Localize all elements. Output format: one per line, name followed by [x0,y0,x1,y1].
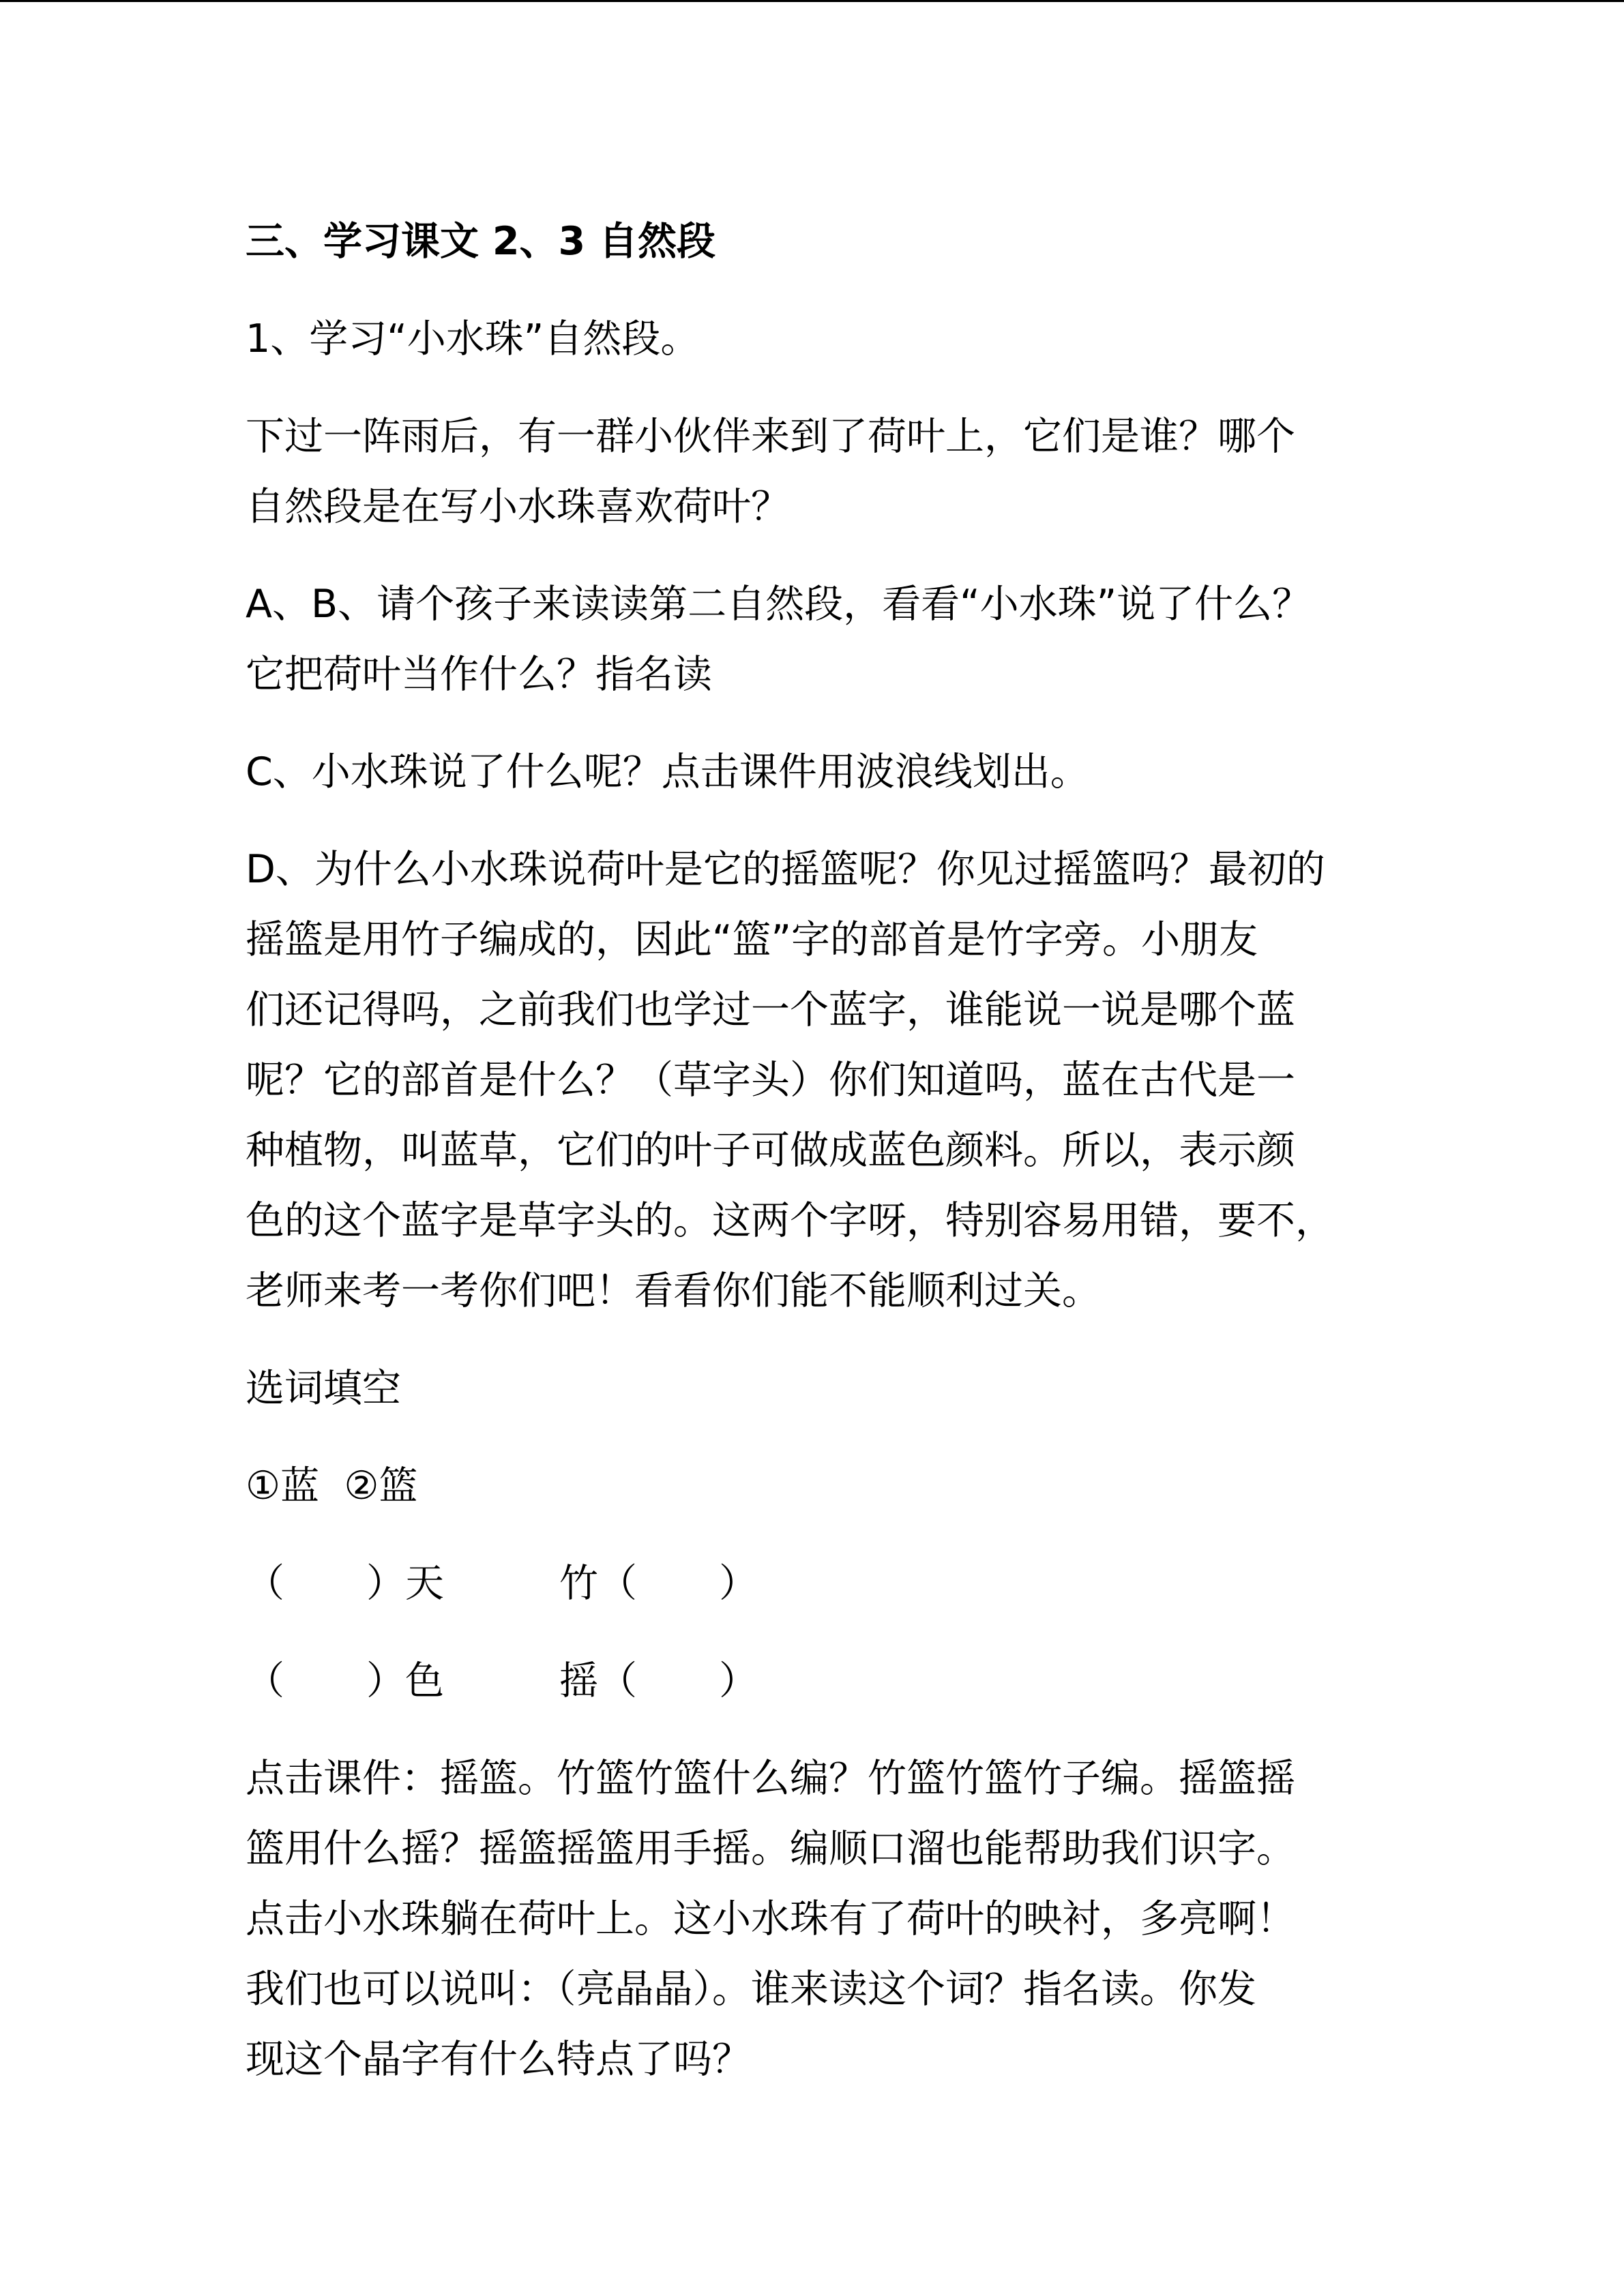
d-line: 呢？它的部首是什么？（草字头）你们知道吗，蓝在古代是一 [246,1058,1295,1103]
fill-blank-left [246,1549,444,1619]
close-paren: ） [719,1561,758,1606]
final-line: 现这个晶字有什么特点了吗？ [246,2037,751,2082]
fill-blank-row [246,1646,1405,1716]
exercise-title: 选词填空 [246,1366,401,1411]
close-paren-word: ）天 [366,1561,444,1606]
d-line: 色的这个蓝字是草字头的。这两个字呀，特别容易用错，要不， [246,1198,1334,1243]
intro-line: 自然段是在写小水珠喜欢荷叶？ [246,484,790,529]
d-paragraph [246,835,1405,1326]
section-heading: 三、学习课文 2、3 自然段 [246,219,716,264]
d-line: 们还记得吗，之前我们也学过一个蓝字，谁能说一说是哪个蓝 [246,987,1295,1032]
intro-paragraph [246,402,1405,542]
d-line: 老师来考一考你们吧！看看你们能不能顺利过关。 [246,1268,1101,1313]
fill-blank-right [559,1549,758,1619]
close-paren-word: ）色 [366,1658,444,1703]
close-paren: ） [719,1658,758,1703]
fill-blank-right [559,1646,758,1716]
d-line: 种植物，叫蓝草，它们的叶子可做成蓝色颜料。所以，表示颜 [246,1128,1295,1173]
d-line: D、为什么小水珠说荷叶是它的摇篮呢？你见过摇篮吗？最初的 [246,847,1325,892]
open-paren: （ [246,1561,284,1606]
prefix-word: 竹（ [559,1561,637,1606]
item-1-title: 1、学习“小水珠”自然段。 [246,316,700,361]
final-line: 点击小水珠躺在荷叶上。这小水珠有了荷叶的映衬，多亮啊！ [246,1896,1295,1941]
fill-blank-row [246,1549,1405,1619]
ab-line: 它把荷叶当作什么？指名读 [246,652,712,697]
ab-paragraph [246,569,1405,710]
d-line: 摇篮是用竹子编成的，因此“篮”字的部首是竹字旁。小朋友 [246,917,1258,962]
open-paren: （ [246,1658,284,1703]
final-line: 点击课件：摇篮。竹篮竹篮什么编？竹篮竹篮竹子编。摇篮摇 [246,1756,1295,1801]
final-paragraph [246,1744,1405,2095]
prefix-word: 摇（ [559,1658,637,1703]
final-line: 我们也可以说叫：（亮晶晶）。谁来读这个词？指名读。你发 [246,1967,1256,2012]
final-line: 篮用什么摇？摇篮摇篮用手摇。编顺口溜也能帮助我们识字。 [246,1826,1295,1871]
document-body [246,207,1405,2122]
exercise-options: ①蓝 ②篮 [246,1463,418,1508]
fill-blank-left [246,1646,444,1716]
intro-line: 下过一阵雨后，有一群小伙伴来到了荷叶上，它们是谁？哪个 [246,414,1295,459]
c-paragraph: C、小水珠说了什么呢？点击课件用波浪线划出。 [246,749,1089,794]
ab-line: A、B、请个孩子来读读第二自然段，看看“小水珠”说了什么？ [246,582,1312,627]
